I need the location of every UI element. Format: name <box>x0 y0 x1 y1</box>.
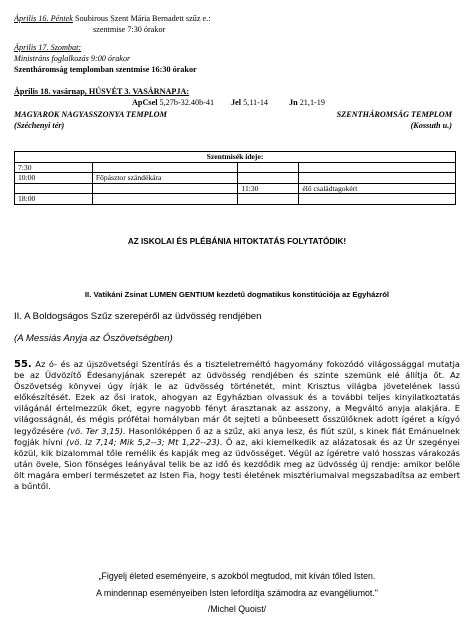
reading-1-ref: 5,27b-32.40b-41 <box>157 98 215 107</box>
apr16-mass: szentmise 7:30 órakor <box>93 25 166 34</box>
scripture-ref-2: (vö. Iz 7,14; Mik 5,2--3; Mt 1,22--23). <box>66 436 223 447</box>
table-row <box>15 194 456 205</box>
time-right <box>238 173 299 184</box>
church-right: SZENTHÁROMSÁG TEMPLOM <box>336 110 452 119</box>
church-left-sub: (Széchenyi tér) <box>14 121 65 130</box>
apr16-line <box>14 14 210 23</box>
reading-3-label: Jn <box>289 98 298 107</box>
quote-line-2: A mindennap eseményeiben Isten lefordítja számodra az evangéliumot." <box>96 588 378 598</box>
church-left: MAGYAROK NAGYASSZONYA TEMPLOM <box>14 110 167 119</box>
reading-2 <box>231 98 268 107</box>
intention-left <box>92 162 238 173</box>
table-row <box>15 173 456 184</box>
intention-left: Főpásztor szándékára <box>92 173 238 184</box>
catechesis-notice: AZ ISKOLAI ÉS PLÉBÁNIA HITOKTATÁS FOLYTATÓDIK! <box>127 237 347 246</box>
paragraph-text-a: Az ó- és az újszövetségi Szentírás és a tiszteletreméltó hagyomány fokozódó világossággal mutatja be az Üdvözítő Édesanyjának szerepét az üdvösség rendjében és szinte szemünk elé állítja őt. Az Ószövetség könyvei úgy írják le az üdvösség történetét, mint Krisztus világba jövetelének lassú előkészítését. Ezek az ősi iratok, ahogyan az Egyházban olvassuk és a további teljes kinyilatkoztatás világánál értelmezzük őket, egyre nagyobb fényt árasztanak az asszony, a Megváltó anyja alakjára. E világosságnál, és mégis prófétai homályban már őt sejteti a bűnbeesett ősszülőknek adott ígéret a kígyó legyőzésére <box>14 359 460 436</box>
table-row <box>15 162 456 173</box>
scripture-ref-1: (vö. Ter 3,15). <box>66 425 126 436</box>
time-right: 11:30 <box>238 183 299 194</box>
church-right-sub: (Kossuth u.) <box>410 121 452 130</box>
lumen-section: II. A Boldogságos Szűz szerepéről az üdvösség rendjében <box>14 311 262 322</box>
reading-3-ref: 21,1-19 <box>297 98 325 107</box>
mass-times-table <box>14 151 456 205</box>
quote-line-1: „Figyelj életed eseményeire, s azokból megtudod, mit kíván tőled Isten. <box>98 571 376 581</box>
time-right <box>238 194 299 205</box>
reading-2-ref: 5,11-14 <box>241 98 269 107</box>
paragraph-number: 55. <box>14 359 32 370</box>
intention-left <box>92 194 238 205</box>
time-left: 18:00 <box>15 194 93 205</box>
apr17-line2: Szentháromság templomban szentmise 16:30 órakor <box>14 65 197 74</box>
reading-3 <box>289 98 325 107</box>
time-left: 7:30 <box>15 162 93 173</box>
lumen-paragraph-55 <box>14 359 460 492</box>
apr17-day: Április 17. Szombat: <box>14 43 82 52</box>
apr16-day: Április 16. Péntek <box>14 14 73 23</box>
time-right <box>238 162 299 173</box>
intention-right <box>299 194 456 205</box>
apr17-line1: Ministráns foglalkozás 9:00 órakor <box>14 54 131 63</box>
paragraph-text-b: Hasonlóképpen ő az a szűz, aki anya lesz, és fiút szül, s kinek fiát Emánuelnek fogják hívni <box>14 425 460 447</box>
intention-right <box>299 173 456 184</box>
intention-left <box>92 183 238 194</box>
intention-right <box>299 162 456 173</box>
lumen-heading: II. Vatikáni Zsinat LUMEN GENTIUM kezdetű dogmatikus konstitúciója az Egyházról <box>84 290 390 299</box>
apr18-title: Április 18. vasárnap, HÚSVÉT 3. VASÁRNAPJA: <box>14 87 190 96</box>
intention-right: élő családtagokért <box>299 183 456 194</box>
time-left: 10:00 <box>15 173 93 184</box>
paragraph-text-c: Ő az, aki kiemelkedik az alázatosak és az Úr szegényei közül, kik bizalommal tőle remélik és kapják meg az üdvösséget. Végül az ígéretre való hosszas várakozás után övele, Sion fönséges leányával telik be az idő és kezdődik meg az üdvösség új rendje: amikor belőle ölt magára emberi természetet az Isten Fia, hogy testi életének misztériumaival megszabadítsa az embert a bűntől. <box>14 436 460 492</box>
apr16-title: Soubirous Szent Mária Bernadett szűz e.: <box>72 14 211 23</box>
reading-2-label: Jel <box>231 98 242 107</box>
table-row <box>15 183 456 194</box>
table-header-row <box>15 152 456 163</box>
time-left <box>15 183 93 194</box>
lumen-subsection: (A Messiás Anyja az Ószövetségben) <box>14 333 173 344</box>
reading-1 <box>132 98 214 107</box>
reading-1-label: ApCsel <box>132 98 158 107</box>
quote-author: /Michel Quoist/ <box>207 604 267 614</box>
table-header: Szentmisék ideje: <box>15 152 456 163</box>
